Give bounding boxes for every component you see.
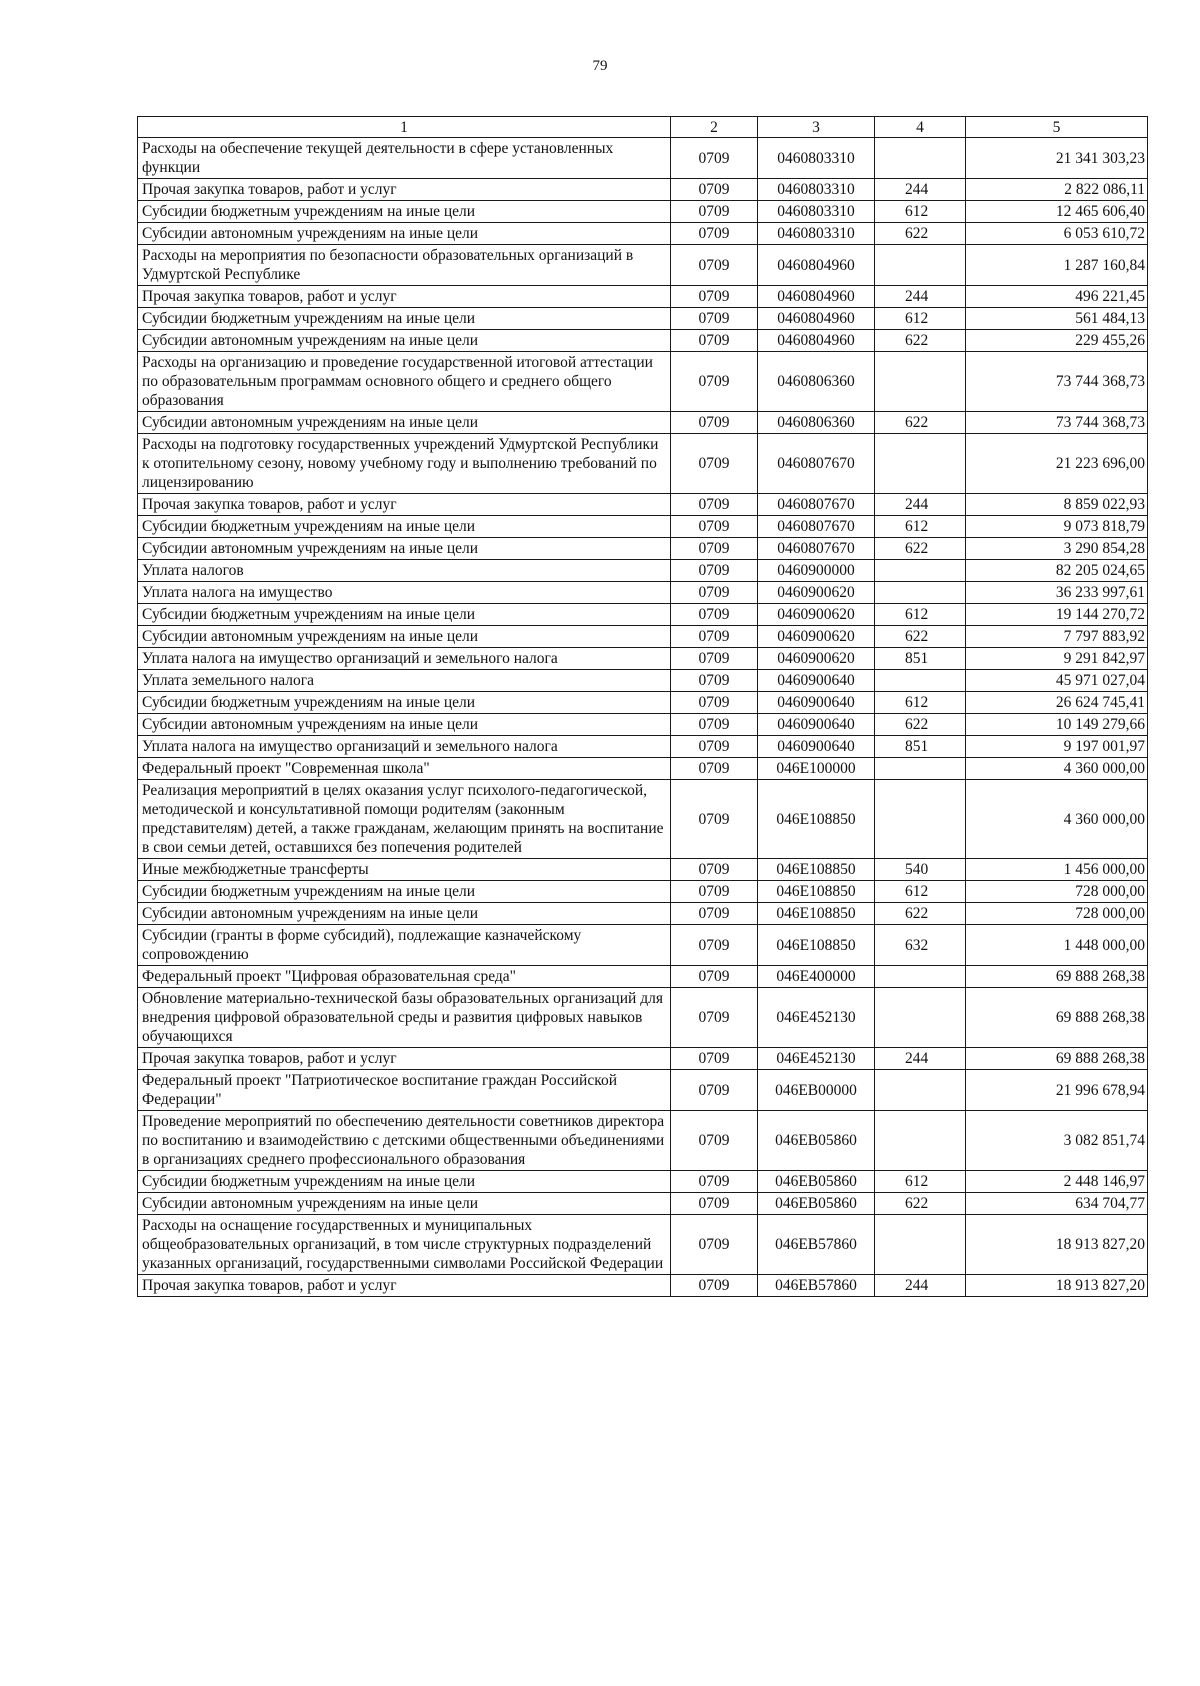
- budget-table: [137, 116, 1148, 1297]
- row-amount: 21 996 678,94: [966, 1070, 1148, 1111]
- row-target-code: 0460900620: [758, 648, 875, 670]
- row-section-code: 0709: [671, 859, 758, 881]
- row-target-code: 046EB05860: [758, 1171, 875, 1193]
- row-expense-type: 632: [875, 925, 966, 966]
- row-expense-type: 244: [875, 1275, 966, 1297]
- row-section-code: 0709: [671, 201, 758, 223]
- row-name: Субсидии бюджетным учреждениям на иные цели: [138, 604, 671, 626]
- row-target-code: 046E108850: [758, 780, 875, 859]
- row-target-code: 046E452130: [758, 988, 875, 1048]
- row-amount: 3 290 854,28: [966, 538, 1148, 560]
- row-section-code: 0709: [671, 516, 758, 538]
- row-expense-type: [875, 780, 966, 859]
- row-name: Расходы на обеспечение текущей деятельности в сфере установленных функции: [138, 138, 671, 179]
- row-section-code: 0709: [671, 648, 758, 670]
- row-section-code: 0709: [671, 330, 758, 352]
- row-expense-type: 622: [875, 223, 966, 245]
- row-target-code: 0460804960: [758, 308, 875, 330]
- table-row: [138, 1193, 1148, 1215]
- row-amount: 36 233 997,61: [966, 582, 1148, 604]
- row-name: Субсидии бюджетным учреждениям на иные цели: [138, 201, 671, 223]
- row-target-code: 0460804960: [758, 286, 875, 308]
- row-target-code: 046E108850: [758, 903, 875, 925]
- row-name: Субсидии автономным учреждениям на иные цели: [138, 903, 671, 925]
- row-expense-type: 244: [875, 286, 966, 308]
- row-target-code: 0460807670: [758, 538, 875, 560]
- row-amount: 229 455,26: [966, 330, 1148, 352]
- row-section-code: 0709: [671, 494, 758, 516]
- row-expense-type: 540: [875, 859, 966, 881]
- table-row: [138, 245, 1148, 286]
- row-amount: 9 197 001,97: [966, 736, 1148, 758]
- row-section-code: 0709: [671, 179, 758, 201]
- row-amount: 634 704,77: [966, 1193, 1148, 1215]
- row-target-code: 0460804960: [758, 330, 875, 352]
- header-col-4: 4: [875, 117, 966, 138]
- row-expense-type: 244: [875, 179, 966, 201]
- row-target-code: 046EB57860: [758, 1275, 875, 1297]
- table-row: [138, 1070, 1148, 1111]
- row-target-code: 0460803310: [758, 223, 875, 245]
- row-expense-type: 622: [875, 714, 966, 736]
- row-amount: 18 913 827,20: [966, 1275, 1148, 1297]
- row-section-code: 0709: [671, 714, 758, 736]
- row-name: Уплата налога на имущество организаций и земельного налога: [138, 736, 671, 758]
- row-target-code: 0460900620: [758, 582, 875, 604]
- row-amount: 1 456 000,00: [966, 859, 1148, 881]
- row-target-code: 0460806360: [758, 352, 875, 412]
- row-target-code: 046E100000: [758, 758, 875, 780]
- table-row: [138, 1215, 1148, 1275]
- row-expense-type: 622: [875, 626, 966, 648]
- row-amount: 9 291 842,97: [966, 648, 1148, 670]
- row-amount: 728 000,00: [966, 881, 1148, 903]
- table-row: [138, 714, 1148, 736]
- row-expense-type: [875, 988, 966, 1048]
- row-amount: 561 484,13: [966, 308, 1148, 330]
- row-amount: 12 465 606,40: [966, 201, 1148, 223]
- row-amount: 21 223 696,00: [966, 434, 1148, 494]
- row-section-code: 0709: [671, 223, 758, 245]
- row-amount: 9 073 818,79: [966, 516, 1148, 538]
- table-row: [138, 1275, 1148, 1297]
- row-amount: 6 053 610,72: [966, 223, 1148, 245]
- row-amount: 45 971 027,04: [966, 670, 1148, 692]
- row-target-code: 0460803310: [758, 201, 875, 223]
- row-target-code: 0460900620: [758, 626, 875, 648]
- row-name: Федеральный проект "Патриотическое воспитание граждан Российской Федерации": [138, 1070, 671, 1111]
- row-target-code: 0460900640: [758, 692, 875, 714]
- row-name: Субсидии бюджетным учреждениям на иные цели: [138, 692, 671, 714]
- row-target-code: 0460900640: [758, 714, 875, 736]
- table-row: [138, 648, 1148, 670]
- row-amount: 19 144 270,72: [966, 604, 1148, 626]
- row-name: Прочая закупка товаров, работ и услуг: [138, 286, 671, 308]
- row-expense-type: 612: [875, 881, 966, 903]
- row-amount: 82 205 024,65: [966, 560, 1148, 582]
- table-row: [138, 138, 1148, 179]
- row-name: Субсидии автономным учреждениям на иные цели: [138, 412, 671, 434]
- row-section-code: 0709: [671, 1215, 758, 1275]
- header-col-3: 3: [758, 117, 875, 138]
- row-amount: 7 797 883,92: [966, 626, 1148, 648]
- row-section-code: 0709: [671, 434, 758, 494]
- row-target-code: 0460900640: [758, 670, 875, 692]
- row-expense-type: [875, 434, 966, 494]
- row-amount: 21 341 303,23: [966, 138, 1148, 179]
- table-row: [138, 1171, 1148, 1193]
- table-row: [138, 434, 1148, 494]
- table-row: [138, 604, 1148, 626]
- table-row: [138, 859, 1148, 881]
- table-row: [138, 201, 1148, 223]
- table-row: [138, 223, 1148, 245]
- row-section-code: 0709: [671, 626, 758, 648]
- row-expense-type: [875, 1070, 966, 1111]
- row-section-code: 0709: [671, 1193, 758, 1215]
- table-row: [138, 903, 1148, 925]
- table-row: [138, 352, 1148, 412]
- table-row: [138, 1048, 1148, 1070]
- row-name: Субсидии автономным учреждениям на иные цели: [138, 538, 671, 560]
- table-row: [138, 692, 1148, 714]
- row-section-code: 0709: [671, 138, 758, 179]
- row-section-code: 0709: [671, 245, 758, 286]
- row-name: Уплата налога на имущество организаций и земельного налога: [138, 648, 671, 670]
- row-name: Субсидии бюджетным учреждениям на иные цели: [138, 1171, 671, 1193]
- row-name: Обновление материально-технической базы образовательных организаций для внедрения цифровой образовательной среды и развития цифровых навыков обучающихся: [138, 988, 671, 1048]
- row-target-code: 046E108850: [758, 859, 875, 881]
- row-name: Иные межбюджетные трансферты: [138, 859, 671, 881]
- row-section-code: 0709: [671, 966, 758, 988]
- row-section-code: 0709: [671, 692, 758, 714]
- row-target-code: 046E108850: [758, 925, 875, 966]
- table-row: [138, 736, 1148, 758]
- row-expense-type: 622: [875, 1193, 966, 1215]
- row-name: Расходы на мероприятия по безопасности образовательных организаций в Удмуртской Республике: [138, 245, 671, 286]
- row-section-code: 0709: [671, 538, 758, 560]
- row-amount: 73 744 368,73: [966, 412, 1148, 434]
- page-number: 79: [592, 58, 608, 74]
- row-name: Субсидии автономным учреждениям на иные цели: [138, 330, 671, 352]
- row-expense-type: 851: [875, 648, 966, 670]
- row-expense-type: [875, 670, 966, 692]
- row-name: Расходы на организацию и проведение государственной итоговой аттестации по образовательным программам основного общего и среднего общего образования: [138, 352, 671, 412]
- row-target-code: 0460806360: [758, 412, 875, 434]
- row-amount: 2 448 146,97: [966, 1171, 1148, 1193]
- table-row: [138, 560, 1148, 582]
- table-row: [138, 286, 1148, 308]
- row-section-code: 0709: [671, 988, 758, 1048]
- row-amount: 728 000,00: [966, 903, 1148, 925]
- table-row: [138, 966, 1148, 988]
- row-section-code: 0709: [671, 286, 758, 308]
- row-name: Субсидии бюджетным учреждениям на иные цели: [138, 308, 671, 330]
- row-target-code: 0460807670: [758, 494, 875, 516]
- row-expense-type: [875, 1215, 966, 1275]
- row-target-code: 0460900000: [758, 560, 875, 582]
- row-amount: 69 888 268,38: [966, 966, 1148, 988]
- row-target-code: 0460803310: [758, 138, 875, 179]
- row-amount: 69 888 268,38: [966, 988, 1148, 1048]
- row-expense-type: 244: [875, 1048, 966, 1070]
- row-section-code: 0709: [671, 412, 758, 434]
- row-section-code: 0709: [671, 1070, 758, 1111]
- row-target-code: 0460804960: [758, 245, 875, 286]
- row-section-code: 0709: [671, 604, 758, 626]
- row-name: Реализация мероприятий в целях оказания услуг психолого-педагогической, методической и консультативной помощи родителям (законным представителям) детей, а также гражданам, желающим принять на воспитание в свои семьи детей, оставшихся без попечения родителей: [138, 780, 671, 859]
- table-row: [138, 881, 1148, 903]
- row-name: Субсидии автономным учреждениям на иные цели: [138, 223, 671, 245]
- table-row: [138, 582, 1148, 604]
- row-name: Федеральный проект "Цифровая образовательная среда": [138, 966, 671, 988]
- row-amount: 69 888 268,38: [966, 1048, 1148, 1070]
- row-name: Уплата налогов: [138, 560, 671, 582]
- row-expense-type: [875, 758, 966, 780]
- row-expense-type: [875, 560, 966, 582]
- row-target-code: 046EB57860: [758, 1215, 875, 1275]
- row-amount: 73 744 368,73: [966, 352, 1148, 412]
- row-expense-type: 612: [875, 308, 966, 330]
- row-expense-type: [875, 245, 966, 286]
- row-amount: 3 082 851,74: [966, 1111, 1148, 1171]
- row-section-code: 0709: [671, 1048, 758, 1070]
- row-section-code: 0709: [671, 582, 758, 604]
- row-expense-type: [875, 352, 966, 412]
- row-target-code: 046E400000: [758, 966, 875, 988]
- row-expense-type: [875, 138, 966, 179]
- row-section-code: 0709: [671, 736, 758, 758]
- header-col-1: 1: [138, 117, 671, 138]
- row-section-code: 0709: [671, 881, 758, 903]
- row-expense-type: 622: [875, 903, 966, 925]
- row-target-code: 046EB00000: [758, 1070, 875, 1111]
- header-row: [138, 117, 1148, 138]
- table-row: [138, 494, 1148, 516]
- row-target-code: 046E108850: [758, 881, 875, 903]
- table-row: [138, 626, 1148, 648]
- row-expense-type: 612: [875, 692, 966, 714]
- row-target-code: 046E452130: [758, 1048, 875, 1070]
- row-expense-type: [875, 582, 966, 604]
- table-row: [138, 179, 1148, 201]
- row-expense-type: 612: [875, 604, 966, 626]
- table-row: [138, 670, 1148, 692]
- row-expense-type: 622: [875, 412, 966, 434]
- table-row: [138, 516, 1148, 538]
- row-section-code: 0709: [671, 670, 758, 692]
- table-row: [138, 988, 1148, 1048]
- row-target-code: 0460807670: [758, 516, 875, 538]
- row-name: Субсидии автономным учреждениям на иные цели: [138, 714, 671, 736]
- row-target-code: 0460900640: [758, 736, 875, 758]
- table-row: [138, 330, 1148, 352]
- header-col-2: 2: [671, 117, 758, 138]
- table-row: [138, 308, 1148, 330]
- row-name: Прочая закупка товаров, работ и услуг: [138, 179, 671, 201]
- row-section-code: 0709: [671, 1275, 758, 1297]
- row-expense-type: 622: [875, 538, 966, 560]
- row-expense-type: 612: [875, 201, 966, 223]
- row-name: Субсидии бюджетным учреждениям на иные цели: [138, 881, 671, 903]
- row-section-code: 0709: [671, 1171, 758, 1193]
- row-amount: 4 360 000,00: [966, 758, 1148, 780]
- row-expense-type: 244: [875, 494, 966, 516]
- row-amount: 496 221,45: [966, 286, 1148, 308]
- row-target-code: 046EB05860: [758, 1111, 875, 1171]
- row-name: Уплата налога на имущество: [138, 582, 671, 604]
- row-expense-type: 622: [875, 330, 966, 352]
- table-row: [138, 925, 1148, 966]
- row-amount: 1 448 000,00: [966, 925, 1148, 966]
- row-amount: 1 287 160,84: [966, 245, 1148, 286]
- row-expense-type: 612: [875, 516, 966, 538]
- row-target-code: 046EB05860: [758, 1193, 875, 1215]
- row-name: Субсидии (гранты в форме субсидий), подлежащие казначейскому сопровождению: [138, 925, 671, 966]
- row-name: Расходы на подготовку государственных учреждений Удмуртской Республики к отопительному сезону, новому учебному году и выполнению требований по лицензированию: [138, 434, 671, 494]
- row-section-code: 0709: [671, 925, 758, 966]
- row-section-code: 0709: [671, 560, 758, 582]
- row-section-code: 0709: [671, 1111, 758, 1171]
- row-name: Федеральный проект "Современная школа": [138, 758, 671, 780]
- row-amount: 2 822 086,11: [966, 179, 1148, 201]
- table-row: [138, 538, 1148, 560]
- row-name: Прочая закупка товаров, работ и услуг: [138, 494, 671, 516]
- row-name: Субсидии бюджетным учреждениям на иные цели: [138, 516, 671, 538]
- row-target-code: 0460807670: [758, 434, 875, 494]
- row-target-code: 0460900620: [758, 604, 875, 626]
- row-expense-type: [875, 1111, 966, 1171]
- row-amount: 4 360 000,00: [966, 780, 1148, 859]
- row-name: Субсидии автономным учреждениям на иные цели: [138, 1193, 671, 1215]
- row-expense-type: [875, 966, 966, 988]
- row-name: Расходы на оснащение государственных и муниципальных общеобразовательных организаций, в том числе структурных подразделений указанных организаций, государственными символами Российской Федерации: [138, 1215, 671, 1275]
- row-expense-type: 851: [875, 736, 966, 758]
- row-amount: 18 913 827,20: [966, 1215, 1148, 1275]
- table-row: [138, 1111, 1148, 1171]
- row-name: Проведение мероприятий по обеспечению деятельности советников директора по воспитанию и взаимодействию с детскими общественными объединениями в организациях среднего профессионального образования: [138, 1111, 671, 1171]
- row-amount: 26 624 745,41: [966, 692, 1148, 714]
- row-section-code: 0709: [671, 780, 758, 859]
- row-target-code: 0460803310: [758, 179, 875, 201]
- table-row: [138, 758, 1148, 780]
- row-name: Прочая закупка товаров, работ и услуг: [138, 1048, 671, 1070]
- table-row: [138, 412, 1148, 434]
- row-name: Субсидии автономным учреждениям на иные цели: [138, 626, 671, 648]
- row-amount: 8 859 022,93: [966, 494, 1148, 516]
- row-section-code: 0709: [671, 903, 758, 925]
- header-col-5: 5: [966, 117, 1148, 138]
- row-section-code: 0709: [671, 352, 758, 412]
- row-amount: 10 149 279,66: [966, 714, 1148, 736]
- table-row: [138, 780, 1148, 859]
- row-expense-type: 612: [875, 1171, 966, 1193]
- row-name: Прочая закупка товаров, работ и услуг: [138, 1275, 671, 1297]
- row-section-code: 0709: [671, 758, 758, 780]
- row-section-code: 0709: [671, 308, 758, 330]
- row-name: Уплата земельного налога: [138, 670, 671, 692]
